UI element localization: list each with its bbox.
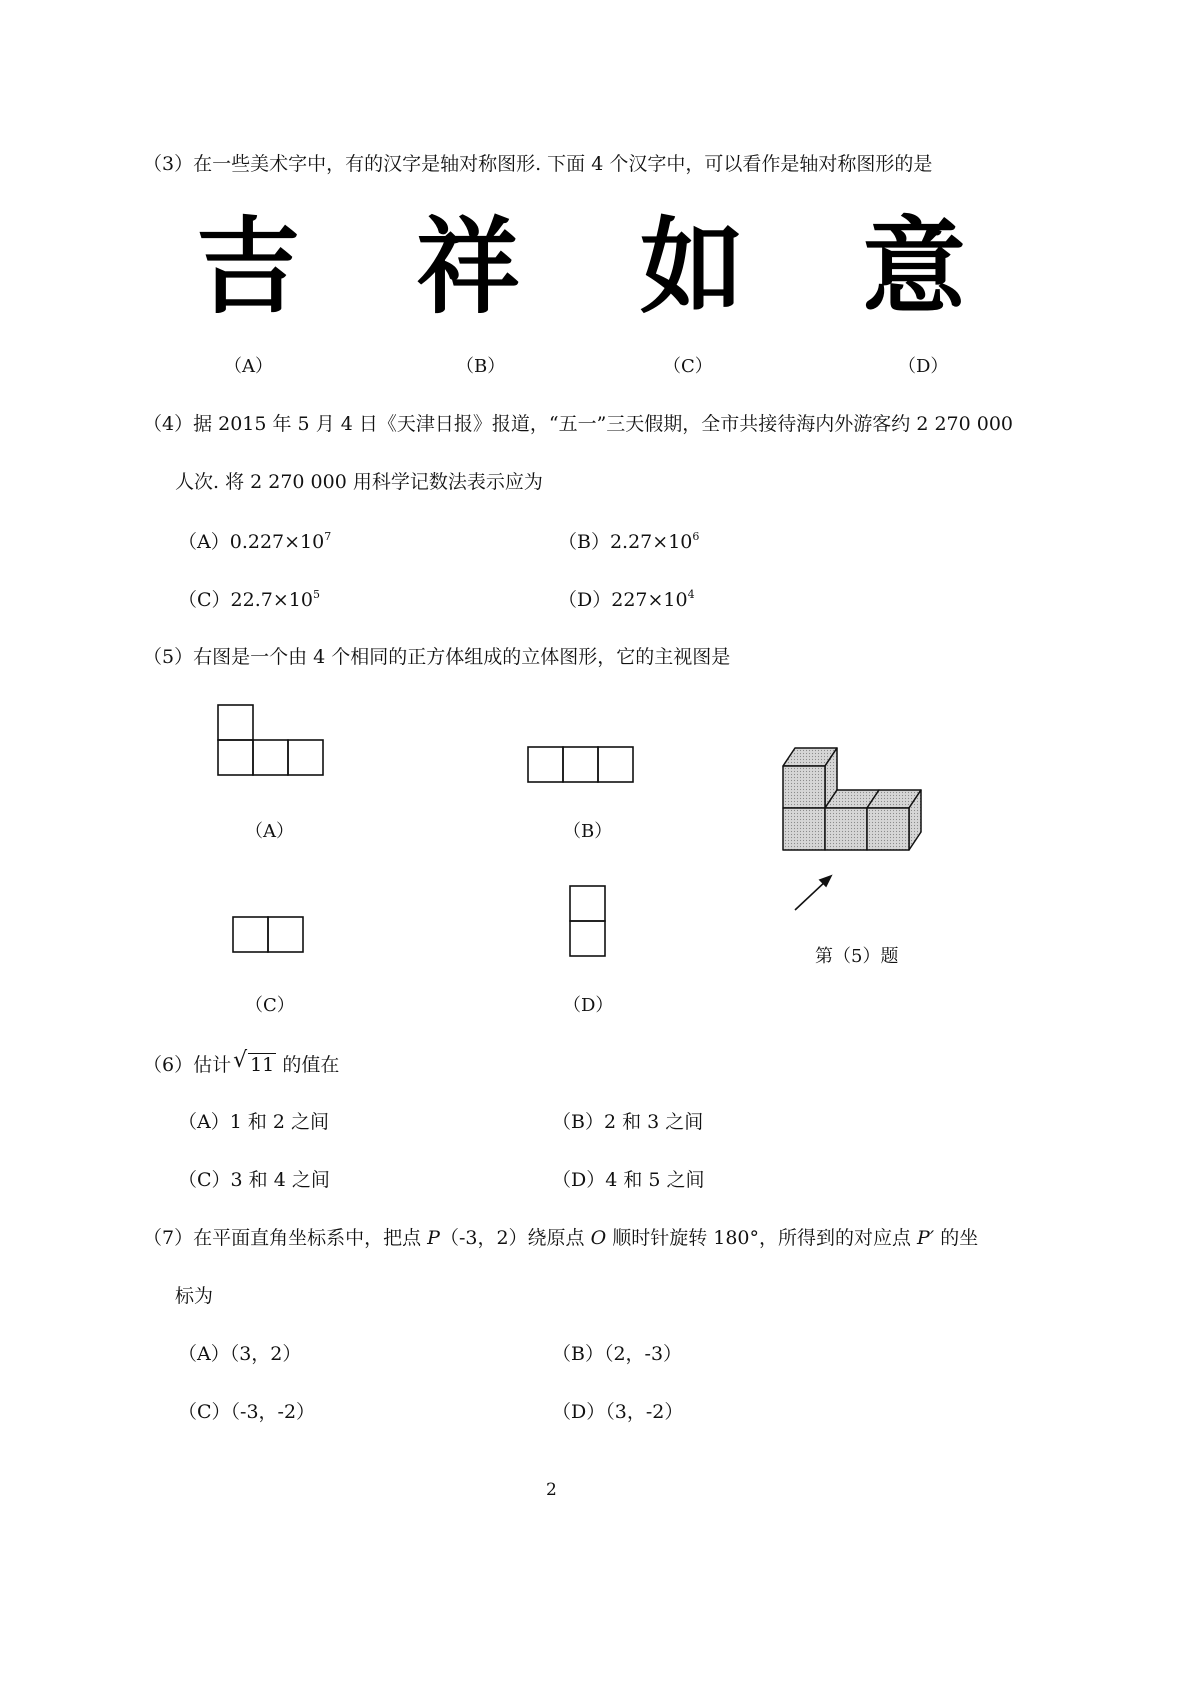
square — [528, 747, 563, 782]
q3-label-c: （C） — [663, 356, 713, 377]
square — [218, 705, 253, 740]
q5-label-a: （A） — [245, 821, 294, 842]
square — [218, 740, 253, 775]
q5-figure-b — [527, 746, 637, 786]
q6-option-b: （B）2 和 3 之间 — [552, 1111, 704, 1133]
q5-stem: （5）右图是一个由 4 个相同的正方体组成的立体图形，它的主视图是 — [143, 646, 731, 668]
q5-label-c: （C） — [245, 995, 295, 1016]
q3-char-a: 吉 — [196, 206, 301, 328]
q3-char-c: 如 — [640, 206, 745, 328]
q5-label-d: （D） — [563, 995, 614, 1016]
q7-option-c: （C）（-3，-2） — [178, 1401, 316, 1423]
q5-solid-figure — [775, 740, 940, 930]
q7-option-a: （A）（3，2） — [178, 1343, 302, 1365]
square — [253, 740, 288, 775]
q3-label-b: （B） — [456, 356, 506, 377]
cube-front-face — [783, 766, 825, 808]
square — [598, 747, 633, 782]
square — [570, 886, 605, 921]
square — [570, 921, 605, 956]
q3-stem: （3）在一些美术字中，有的汉字是轴对称图形. 下面 4 个汉字中，可以看作是轴对称图形的是 — [143, 153, 933, 175]
q3-char-b: 祥 — [416, 206, 521, 328]
q4-option-b: $(B)2.27\times 10^6$ — [558, 530, 700, 553]
q4-stem-line1: （4）据 2015 年 5 月 4 日《天津日报》报道，“五一”三天假期，全市共接待海内外游客约 2 270 000 — [143, 413, 1014, 435]
cube-front-face — [867, 808, 909, 850]
q5-label-b: （B） — [563, 821, 613, 842]
q7-stem-line1: （7）在平面直角坐标系中，把点 P（-3，2）绕原点 O 顺时针旋转 180°，所得到的对应点 P′ 的坐 — [143, 1227, 979, 1249]
q4-option-d: $(D)227\times 10^4$ — [558, 588, 695, 611]
q6-option-c: （C）3 和 4 之间 — [178, 1169, 330, 1191]
q5-caption: 第（5）题 — [815, 946, 899, 967]
q3-char-d: 意 — [862, 206, 967, 328]
q3-label-a: （A） — [224, 356, 273, 377]
q7-stem-line2: 标为 — [175, 1285, 214, 1307]
page-number: 2 — [546, 1480, 557, 1500]
square — [563, 747, 598, 782]
q3-label-d: （D） — [898, 356, 949, 377]
q5-figure-a — [217, 704, 327, 778]
square — [233, 917, 268, 952]
q6-option-a: （A）1 和 2 之间 — [178, 1111, 330, 1133]
q4-option-c: $(C)22.7\times 10^5$ — [178, 588, 320, 611]
q4-stem-line2: 人次. 将 2 270 000 用科学记数法表示应为 — [175, 471, 543, 493]
cube-front-face — [825, 808, 867, 850]
q4-option-a: $(A)0.227\times 10^7$ — [178, 530, 332, 553]
q5-figure-d — [569, 885, 609, 961]
q7-option-b: （B）（2，-3） — [552, 1343, 683, 1365]
q5-figure-c — [232, 916, 308, 956]
q6-option-d: （D）4 和 5 之间 — [552, 1169, 705, 1191]
square — [268, 917, 303, 952]
sqrt-symbol: √ 11 — [233, 1048, 275, 1076]
q6-stem: （6）估计 √ 11 的值在 — [143, 1048, 340, 1076]
square — [288, 740, 323, 775]
view-direction-arrow — [795, 876, 831, 910]
q7-option-d: （D）（3，-2） — [552, 1401, 684, 1423]
cube-front-face — [783, 808, 825, 850]
